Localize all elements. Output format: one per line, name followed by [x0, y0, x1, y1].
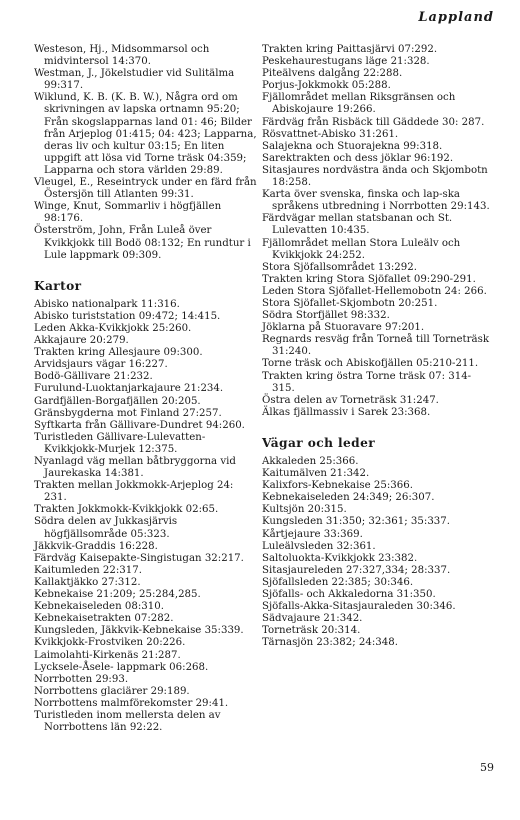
index-entry: Norrbottens glaciärer 29:189.	[34, 685, 190, 697]
index-entry: Sitasjaureleden 27:327,334; 28:337.	[262, 564, 451, 576]
index-entry: Lycksele-Åsele- lappmark 06:268.	[34, 661, 209, 673]
index-entry: Westman, J., Jökelstudier vid Sulitälma 99:317.	[34, 68, 235, 92]
index-entry: Nyanlagd väg mellan båtbryggorna vid Jaurekaska 14:381.	[34, 456, 236, 480]
vagar-entries	[262, 456, 490, 650]
page-number: 59	[480, 761, 494, 774]
index-entry: Kebnekaisetrakten 07:282.	[34, 613, 174, 625]
index-entry: Södra delen av Jukkasjärvis högfjällsområde 05:323.	[34, 516, 178, 540]
index-entry: Karta över svenska, finska och lap-ska språkens utbredning i Norrbotten 29:143.	[262, 189, 490, 213]
index-entry: Fjällområdet mellan Riksgränsen och Abiskojaure 19:266.	[262, 92, 456, 116]
index-entry: Piteälvens dalgång 22:288.	[262, 68, 403, 80]
kartor-entries	[34, 299, 258, 734]
index-entry: Turistleden inom mellersta delen av Norrbottens län 92:22.	[34, 709, 221, 734]
index-entry: Stora Sjöfallsområdet 13:292.	[262, 261, 417, 273]
index-entry: Akkajaure 20:279.	[34, 335, 129, 347]
index-entry: Luleälvsleden 32:361.	[262, 540, 376, 552]
index-entry: Trakten Jokkmokk-Kvikkjokk 02:65.	[34, 504, 219, 516]
index-entry: Kvikkjokk-Frostviken 20:226.	[34, 637, 186, 649]
index-entry: Wiklund, K. B. (K. B. W.), Några ord om skrivningen av lapska ortnamn 95:20; Från skogslapparnas land 01: 46; Bilder från Arjeplog 01:415; 04: 423; Lapparna, deras liv och kultur 03:15; En liten uppgift att lösa vid Torne träsk 04:359; Lapparna och stora världen 29:89.	[34, 92, 257, 176]
index-entry: Jöklarna på Stuoravare 97:201.	[262, 322, 425, 334]
index-entry: Rösvattnet-Abisko 31:261.	[262, 128, 399, 140]
index-entry: Torne träsk och Abiskofjällen 05:210-211.	[262, 358, 479, 370]
index-entry: Westeson, Hj., Midsommarsol och midvintersol 14:370.	[34, 44, 210, 68]
index-entry: Trakten kring Allesjaure 09:300.	[34, 347, 203, 359]
index-entry: Kungsleden 31:350; 32:361; 35:337.	[262, 516, 450, 528]
index-entry: Kebnekaise 21:209; 25:284,285.	[34, 589, 201, 601]
section-title-vagar-och-leder: Vägar och leder	[262, 435, 376, 450]
index-entry: Bodö-Gällivare 21:232.	[34, 371, 153, 383]
index-entry: Trakten kring Paittasjärvi 07:292.	[262, 44, 438, 55]
index-entry: Turistleden Gällivare-Lulevatten-Kvikkjokk-Murjek 12:375.	[34, 431, 206, 455]
index-entry: Salajekna och Stuorajekna 99:318.	[262, 140, 443, 152]
index-entry: Sjöfalls- och Akkaledorna 31:350.	[262, 589, 436, 601]
index-entry: Laimolahti-Kirkenäs 21:287.	[34, 649, 181, 661]
index-entry: Torneträsk 20:314.	[262, 625, 361, 637]
index-entry: Winge, Knut, Sommarliv i högfjällen 98:176.	[34, 201, 222, 225]
index-entry: Kallaktjäkko 27:312.	[34, 576, 141, 588]
index-entry: Trakten kring Stora Sjöfallet 09:290-291.	[262, 273, 476, 285]
index-entry: Sjöfalls-Akka-Sitasjauraleden 30:346.	[262, 601, 456, 613]
author-entries	[34, 44, 258, 262]
index-entry: Kårtjejaure 33:369.	[262, 528, 363, 540]
index-entry: Stora Sjöfallet-Skjombotn 20:251.	[262, 297, 438, 309]
index-entry: Kalixfors-Kebnekaise 25:366.	[262, 480, 413, 492]
index-entry: Gränsbygderna mot Finland 27:257.	[34, 407, 222, 419]
index-entry: Sitasjaures nordvästra ända och Skjombotn 18:258.	[262, 164, 488, 189]
index-entry: Kaitumleden 22:317.	[34, 564, 142, 576]
index-entry: Leden Stora Sjöfallet-Hellemobotn 24: 266.	[262, 285, 487, 297]
index-entry: Gardfjällen-Borgafjällen 20:205.	[34, 395, 201, 407]
index-entry: Färdväg från Risbäck till Gäddede 30: 287.	[262, 116, 485, 128]
index-entry: Tärnasjön 23:382; 24:348.	[262, 637, 398, 649]
index-entry: Kultsjön 20:315.	[262, 504, 347, 516]
index-entry: Älkas fjällmassiv i Sarek 23:368.	[262, 406, 431, 418]
index-entry: Norrbotten 29:93.	[34, 673, 129, 685]
index-entry: Regnards resväg från Torneå till Torneträsk 31:240.	[262, 334, 489, 358]
running-header: Lappland	[418, 10, 494, 25]
index-entry: Trakten kring östra Torne träsk 07: 314-315.	[262, 370, 472, 394]
index-entry: Arvidsjaurs vägar 16:227.	[34, 359, 168, 371]
index-entry: Leden Akka-Kvikkjokk 25:260.	[34, 322, 192, 334]
index-entry: Abisko nationalpark 11:316.	[34, 298, 180, 310]
index-entry: Peskehaurestugans läge 21:328.	[262, 56, 430, 68]
index-entry: Jäkkvik-Graddis 16:228.	[34, 540, 158, 552]
index-entry: Sädvajaure 21:342.	[262, 613, 363, 625]
index-entry: Kebnekaiseleden 24:349; 26:307.	[262, 492, 435, 504]
index-entry: Kaitumälven 21:342.	[262, 468, 370, 480]
index-entry: Trakten mellan Jokkmokk-Arjeplog 24: 231.	[34, 480, 234, 504]
section-title-kartor: Kartor	[34, 278, 82, 293]
index-entry: Furulund-Luoktanjarkajaure 21:234.	[34, 383, 224, 395]
index-entry: Södra Storfjället 98:332.	[262, 310, 390, 322]
map-entries-continued	[262, 44, 490, 419]
index-entry: Sarektrakten och dess jöklar 96:192.	[262, 152, 454, 164]
index-entry: Akkaleden 25:366.	[262, 456, 359, 467]
index-entry: Porjus-Jokkmokk 05:288.	[262, 80, 391, 92]
index-entry: Vleugel, E., Reseintryck under en färd från Östersjön till Atlanten 99:31.	[34, 177, 257, 201]
index-entry: Färdvägar mellan statsbanan och St. Lulevatten 10:435.	[262, 213, 453, 237]
index-entry: Fjällområdet mellan Stora Luleälv och Kvikkjokk 24:252.	[262, 237, 461, 261]
index-entry: Syftkarta från Gällivare-Dundret 94:260.	[34, 419, 245, 431]
index-entry: Abisko turiststation 09:472; 14:415.	[34, 310, 221, 322]
index-entry: Östra delen av Torneträsk 31:247.	[262, 394, 439, 406]
index-entry: Kungsleden, Jäkkvik-Kebnekaise 35:339.	[34, 625, 244, 637]
left-column	[34, 44, 258, 734]
index-entry: Kebnekaiseleden 08:310.	[34, 601, 164, 613]
right-column	[262, 44, 490, 650]
index-entry: Saltoluokta-Kvikkjokk 23:382.	[262, 552, 418, 564]
index-entry: Färdväg Kaisepakte-Singistugan 32:217.	[34, 552, 244, 564]
index-entry: Sjöfallsleden 22:385; 30:346.	[262, 576, 414, 588]
index-entry: Norrbottens malmförekomster 29:41.	[34, 697, 229, 709]
index-entry: Österström, John, Från Luleå över Kvikkjokk till Bodö 08:132; En rundtur i Lule lappmark 09:309.	[34, 225, 251, 261]
